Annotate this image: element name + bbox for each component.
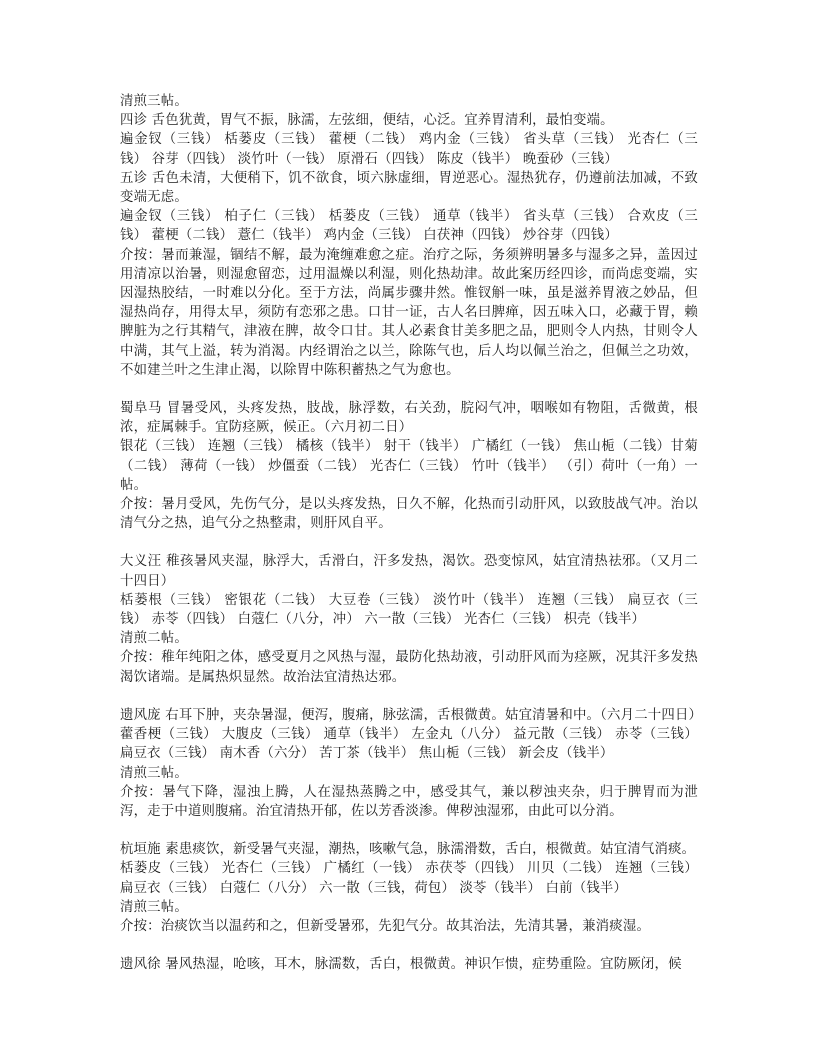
text-line: 杭垣施 素患痰饮，新受暑气夹湿，潮热，咳嗽气急，脉濡滑数，舌白，根微黄。姑宜清气消痰。 (120, 842, 696, 858)
text-line: 清煎三帖。 (120, 94, 188, 109)
text-line: 介按：稚年纯阳之体，感受夏月之风热与湿，最防化热劫液，引动肝风而为痉厥，况其汗多发热渴饮诸端。是属热炽显然。故治法宜清热达邪。 (120, 650, 698, 685)
text-line: 遍金钗（三钱） 栝蒌皮（三钱） 藿梗（二钱） 鸡内金（三钱） 省头草（三钱） 光杏仁（三钱） 谷芽（四钱） 淡竹叶（一钱） 原滑石（四钱） 陈皮（钱半） 晚蚕砂（三钱） (120, 132, 698, 167)
text-line: 介按：暑月受风，先伤气分，是以头疼发热，日久不解，化热而引动肝风，以致肢战气冲。治以清气分之热，追气分之热整肃，则肝风自平。 (120, 497, 698, 532)
text-line: 藿香梗（三钱） 大腹皮（三钱） 通草（钱半） 左金丸（八分） 益元散（三钱） 赤苓（三钱） 扁豆衣（三钱） 南木香（六分） 苦丁茶（钱半） 焦山栀（三钱） 新会皮（钱半） (120, 727, 698, 762)
text-line: 清煎二帖。 (120, 631, 188, 647)
text-line: 清煎三帖。 (120, 899, 188, 915)
text-line: 遍金钗（三钱） 柏子仁（三钱） 栝蒌皮（三钱） 通草（钱半） 省头草（三钱） 合欢皮（三钱） 藿梗（二钱） 薏仁（钱半） 鸡内金（三钱） 白茯神（四钱） 炒谷芽（四钱） (120, 209, 698, 244)
text-line: 蜀阜马 冒暑受风，头疼发热，肢战，脉浮数，右关劲，脘闷气冲，咽喉如有物阻，舌微黄，根浓，症属棘手。宜防痉厥，候正。（六月初二日） (120, 401, 698, 436)
paragraph-gap (120, 821, 698, 840)
paragraph-gap (120, 936, 698, 955)
text-line: 介按：治痰饮当以温药和之，但新受暑邪，先犯气分。故其治法，先清其暑，兼消痰湿。 (120, 918, 651, 934)
text-line: 银花（三钱） 连翘（三钱） 橘核（钱半） 射干（钱半） 广橘红（一钱） 焦山栀（二钱）甘菊（二钱） 薄荷（一钱） 炒僵蚕（二钱） 光杏仁（三钱） 竹叶（钱半） （引）荷叶（一角）一帖。 (120, 439, 698, 493)
text-line: 四诊 舌色犹黄，胃气不振，脉濡，左弦细，便结，心泛。宜养胃清利，最怕变端。 (120, 113, 614, 129)
paragraph-gap (120, 687, 698, 706)
paragraph-gap (120, 533, 698, 552)
text-line: 栝蒌皮（三钱） 光杏仁（三钱） 广橘红（一钱） 赤茯苓（四钱） 川贝（二钱） 连翘（三钱） 扁豆衣（三钱） 白蔻仁（八分） 六一散（三钱，荷包） 淡苓（钱半） 白前（钱半） (120, 861, 698, 896)
text-line: 大义汪 稚孩暑风夹湿，脉浮大，舌滑白，汗多发热，渴饮。恐变惊风，姑宜清热祛邪。（又月二十四日） (120, 554, 698, 589)
document-page (120, 92, 703, 974)
text-line: 介按：暑而兼湿，锢结不解，最为淹缠难愈之症。治疗之际，务须辨明暑多与湿多之异，盖因过用清凉以治暑，则湿愈留恋，过用温燥以利湿，则化热劫津。故此案历经四诊，而尚虑变端，实因湿热胶结，一时难以分化。至于方法，尚属步骤井然。惟钗斛一味，虽是滋养胃液之妙品，但湿热尚存，用得太早，须防有恋邪之患。口甘一证，古人名曰脾瘅，因五味入口，必藏于胃，赖脾脏为之行其精气，津液在脾，故令口甘。其人必素食甘美多肥之品，肥则令人内热，甘则令人中满，其气上溢，转为消渴。内经谓治之以兰，除陈气也，后人均以佩兰治之，但佩兰之功效，不如建兰叶之生津止渴，以除胃中陈积蓄热之气为愈也。 (120, 247, 698, 378)
text-line: 介按：暑气下降，湿浊上腾，人在湿热蒸腾之中，感受其气，兼以秽浊夹杂，归于脾胃而为泄泻，走于中道则腹痛。治宜清热开郁，佐以芳香淡渗。俾秽浊湿邪，由此可以分消。 (120, 784, 698, 819)
text-line: 遗风徐 暑风热湿，呛咳，耳木，脉濡数，舌白，根微黄。神识乍愦，症势重险。宜防厥闭，候 (120, 957, 682, 973)
text-line: 清煎三帖。 (120, 765, 188, 781)
text-line: 五诊 舌色未清，大便稍下，饥不欲食，顷六脉虚细，胃逆恶心。湿热犹存，仍遵前法加减，不致变端无虑。 (120, 170, 698, 206)
paragraph-gap (120, 380, 698, 399)
text-line: 栝蒌根（三钱） 密银花（二钱） 大豆卷（三钱） 淡竹叶（钱半） 连翘（三钱） 扁豆衣（三钱） 赤苓（四钱） 白蔻仁（八分，冲） 六一散（三钱） 光杏仁（三钱） 枳壳（钱半） (120, 592, 698, 628)
text-line: 遗风庞 右耳下肿，夹杂暑湿，便泻，腹痛，脉弦濡，舌根微黄。姑宜清暑和中。（六月二十四日） (120, 707, 703, 723)
